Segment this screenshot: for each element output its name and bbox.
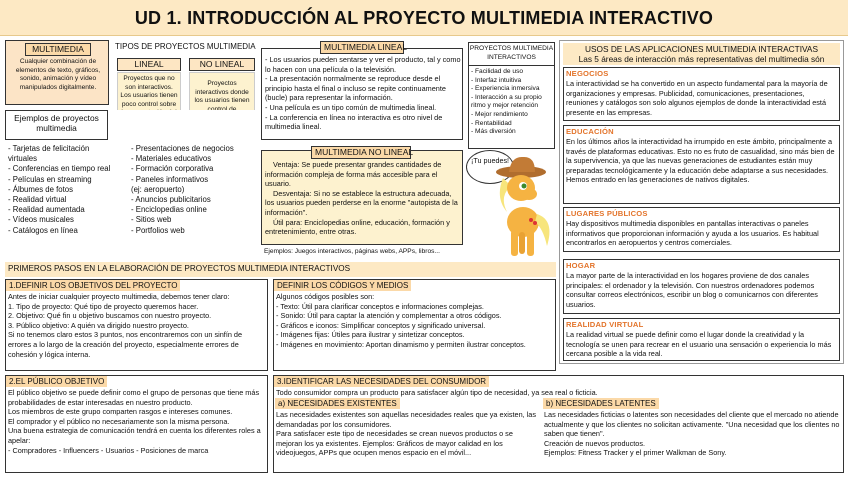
- nolineal-item: Ventaja: Se puede presentar grandes cantidades de información compleja de forma más accesible para el usuario.: [265, 160, 442, 189]
- codigos-line: - Gráficos e iconos: Simplificar conceptos y significado universal.: [276, 320, 486, 330]
- area-text: La mayor parte de la interactividad en los hogares proviene de dos canales principales: el ordenador y la televisión. Con nuestros ordenadores podemos consultar correos electrónicos, escribir un blog o comunicarnos con diferentes usuarios.: [566, 271, 818, 309]
- area-title: NEGOCIOS: [566, 69, 609, 78]
- lineal-text: Proyectos que no son interactivos. Los usuarios tienen poco control sobre: [120, 75, 178, 108]
- usos-subheader: Las 5 áreas de interacción más representativas del multimedia són: [578, 54, 825, 64]
- publico-line: - Compradores - Influencers - Usuarios - Posiciones de marca: [8, 445, 209, 455]
- area-title: REALIDAD VIRTUAL: [566, 320, 644, 329]
- codigos-line: - Texto: Útil para clarificar conceptos e informaciones complejas.: [276, 301, 484, 311]
- list-item: - Álbumes de fotos: [8, 184, 74, 194]
- area-text: Hay dispositivos multimedia disponibles en pantallas interactivas o paneles informativos que proporcionan información y ayuda a los usuarios. Es habitual encontrarlos en aeropuertos y centros comerciales.: [566, 219, 819, 248]
- multimedia-label: MULTIMEDIA: [25, 43, 91, 56]
- area-title: EDUCACIÓN: [566, 127, 614, 136]
- latentes-text: [544, 410, 840, 458]
- list-item: - Experiencia inmersiva: [471, 85, 540, 93]
- list-item: - Portfolios web: [131, 225, 185, 235]
- list-item: - Enciclopedias online: [131, 205, 207, 215]
- publico-line: El público objetivo se puede definir como el grupo de personas que tiene más probabilidades de estar interesadas en nuestro producto.: [8, 388, 260, 407]
- ejemplos-list-1: [8, 144, 133, 236]
- list-item: - Mejor rendimiento: [471, 110, 528, 118]
- necesidades-intro: Todo consumidor compra un producto para satisfacer algún tipo de necesidad, ya sea real o ficticia.: [276, 388, 598, 397]
- publico-line: Los miembros de este grupo comparten rasgos e intereses comunes.: [8, 407, 233, 417]
- codigos-line: - Imágenes fijas: Útiles para ilustrar y sintetizar conceptos.: [276, 330, 465, 340]
- lineal-item: - La conferencia en línea no interactiva es otro nivel de multimedia lineal.: [265, 112, 443, 132]
- list-item: (ej: aeropuerto): [131, 184, 185, 194]
- publico-line: El comprador y el público no necesariamente son la misma persona.: [8, 416, 230, 426]
- list-item: - Más diversión: [471, 128, 516, 136]
- area-title: LUGARES PÚBLICOS: [566, 209, 648, 218]
- list-item: virtuales: [8, 154, 38, 164]
- objetivos-line: 2. Objetivo: Qué fin u objetivo buscamos con nuestro proyecto.: [8, 311, 212, 321]
- lineal-label: LINEAL: [117, 58, 181, 71]
- lineal-item: - Los usuarios pueden sentarse y ver el producto, tal y como lo hacen con una película o la televisión.: [265, 55, 461, 74]
- nolineal-box-label: MULTIMEDIA NO LINEAL: [311, 146, 411, 159]
- ejemplos-header: Ejemplos de proyectos multimedia: [14, 113, 99, 134]
- objetivos-line: 3. Público objetivo: A quién va dirigido nuestro proyecto.: [8, 320, 189, 330]
- publico-line: Una buena estrategia de comunicación tendrá en cuenta los diferentes roles a apelar:: [8, 426, 261, 445]
- list-item: - Materiales educativos: [131, 154, 212, 164]
- area-text: En los últimos años la interactividad ha irrumpido en este ámbito, principalmente a través de plataformas educativas. Esto no es fruto de casualidad, sino más bien de la supervivencia, ya que las nuevas generaciones de estudiantes están muy preparadas tecnológicamente y la educación debe adaptarse a sus necesidades. Hemos entrado en las generaciones de nativos digitales.: [566, 137, 835, 185]
- list-item: - Interfaz intuitiva: [471, 76, 522, 84]
- list-item: - Realidad aumentada: [8, 205, 85, 215]
- lineal-item: - La presentación normalmente se reproduce desde el principio hasta el final o incluso se repite continuamente (bucle) para representar la información.: [265, 74, 446, 103]
- latentes-line: Ejemplos: Fitness Tracker y el primer Walkman de Sony.: [544, 448, 727, 458]
- list-item: - Facilidad de uso: [471, 68, 524, 75]
- codigos-text: [276, 292, 554, 350]
- existentes-title: a) NECESIDADES EXISTENTES: [275, 398, 400, 409]
- objetivos-line: 1. Tipo de proyecto: Qué tipo de proyecto queremos hacer.: [8, 301, 199, 311]
- list-item: - Anuncios publicitarios: [131, 195, 211, 205]
- area-text: La realidad virtual se puede definir como el lugar donde la creatividad y la tecnología se unen para recrear en el usuario una sensación o experiencia lo más cercana posible a la vida real.: [566, 330, 832, 359]
- caracteristicas-header: PROYECTOS MULTIMEDIA INTERACTIVOS: [469, 45, 554, 61]
- nolineal-box-text: [265, 160, 461, 237]
- codigos-line: - Sonido: Útil para captar la atención y complementar a otros códigos.: [276, 311, 502, 321]
- pony-illustration: [485, 150, 563, 262]
- lineal-box-text: [265, 55, 461, 132]
- nolineal-text: Proyectos interactivos donde los usuarios tienen: [194, 80, 250, 105]
- objetivos-title: 1.DEFINIR LOS OBJETIVOS DEL PROYECTO: [6, 280, 180, 291]
- publico-title: 2.EL PÚBLICO OBJETIVO: [6, 376, 107, 387]
- lineal-box-label: MULTIMEDIA LINEAL: [320, 41, 404, 54]
- codigos-title: DEFINIR LOS CÓDIGOS Y MEDIOS: [274, 280, 411, 291]
- list-item: - Catálogos en línea: [8, 225, 78, 235]
- codigos-line: - Imágenes en movimiento: Aportan dinamismo y permiten ilustrar conceptos.: [276, 339, 526, 349]
- pasos-header: PRIMEROS PASOS EN LA ELABORACIÓN DE PROYECTOS MULTIMEDIA INTERACTIVOS: [8, 264, 351, 273]
- list-item: - Conferencias en tiempo real: [8, 164, 111, 174]
- lineal-item: - Una película es un tipo común de multimedia lineal.: [265, 102, 437, 112]
- nolineal-ejemplos: Ejemplos: Juegos interactivos, páginas webs, APPs, libros...: [264, 248, 440, 255]
- list-item: - Presentaciones de negocios: [131, 144, 234, 153]
- necesidades-title: 3.IDENTIFICAR LAS NECESIDADES DEL CONSUMIDOR: [274, 376, 489, 387]
- tipos-header: TIPOS DE PROYECTOS MULTIMEDIA: [115, 42, 256, 51]
- nolineal-label: NO LINEAL: [189, 58, 255, 71]
- multimedia-definition: Cualquier combinación de elementos de texto, gráficos, sonido, animación y vídeo manipulados digitalmente.: [15, 58, 101, 91]
- list-item: - Vídeos musicales: [8, 215, 74, 225]
- list-item: - Realidad virtual: [8, 195, 67, 205]
- objetivos-line: Antes de iniciar cualquier proyecto multimedia, debemos tener claro:: [8, 292, 230, 301]
- page-title: UD 1. INTRODUCCIÓN AL PROYECTO MULTIMEDIA INTERACTIVO: [0, 0, 848, 36]
- caracteristicas-list: [471, 68, 553, 137]
- existentes-text: [276, 410, 538, 458]
- usos-header: USOS DE LAS APLICACIONES MULTIMEDIA INTERACTIVAS: [585, 44, 818, 54]
- area-title: HOGAR: [566, 261, 596, 270]
- list-item: - Películas en streaming: [8, 174, 92, 184]
- latentes-line: Creación de nuevos productos.: [544, 438, 646, 448]
- area-text: La interactividad se ha convertido en un aspecto fundamental para la mayoría de organizaciones y empresas. Publicidad, comunicaciones, presentaciones, reuniones y catálogos son solo algunos ejemplos de donde la interactividad está presente en las empresas.: [566, 79, 828, 117]
- existentes-line: Las necesidades existentes son aquellas necesidades reales que ya existen, las demandadas por los consumidores.: [276, 410, 537, 429]
- publico-text: [8, 388, 265, 455]
- nolineal-item: Desventaja: Si no se establece la estructura adecuada, los usuarios pueden perderse en la enorme "autopista de la información".: [265, 188, 458, 217]
- list-item: - Paneles informativos: [131, 174, 209, 184]
- ejemplos-list-2: [131, 144, 266, 236]
- objetivos-line: Si no tenemos claro estos 3 puntos, nos encontraremos con un sinfín de errores a lo largo de la creación del proyecto, especialmente errores de cohesión y lógica interna.: [8, 330, 243, 359]
- codigos-line: Algunos códigos posibles son:: [276, 292, 375, 301]
- speech-bubble-text: ¡Tu puedes!: [470, 156, 510, 165]
- objetivos-text: [8, 292, 265, 359]
- list-item: - Sitios web: [131, 215, 172, 225]
- latentes-title: b) NECESIDADES LATENTES: [543, 398, 659, 409]
- list-item: - Interacción a su propio ritmo y mejor retención: [471, 93, 542, 110]
- existentes-line: Para satisfacer este tipo de necesidades se crean nuevos productos o se mejoran los ya existentes. Ejemplos: Gráficos de mayor calidad en los videojuegos, APPs que ocupen menos espacio en el móvil...: [276, 429, 513, 458]
- list-item: - Tarjetas de felicitación: [8, 144, 90, 153]
- latentes-line: Las necesidades ficticias o latentes son necesidades del cliente que el mercado no atiende actualmente y que los clientes no solicitan activamente. "Una necesidad que los clientes no saben que tienen".: [544, 410, 840, 439]
- nolineal-item: Útil para: Enciclopedias online, educación, formación y entretenimiento, entre otras.: [265, 217, 450, 237]
- list-item: - Formación corporativa: [131, 164, 214, 174]
- list-item: - Rentabilidad: [471, 119, 512, 127]
